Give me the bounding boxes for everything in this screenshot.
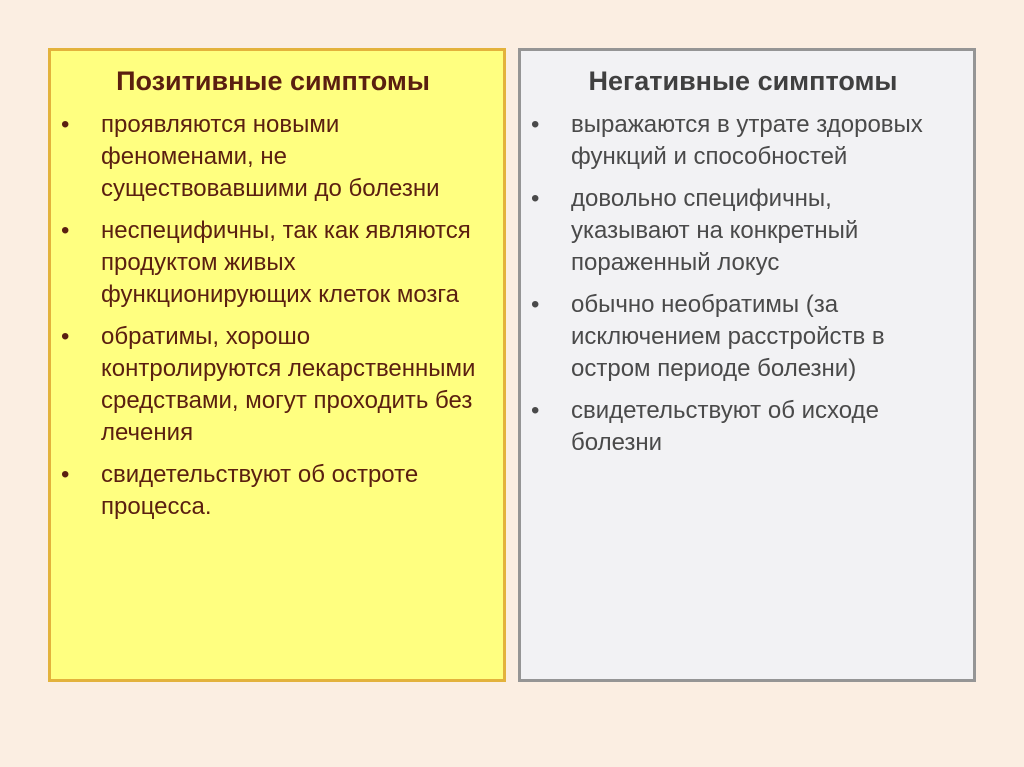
list-item-text: выражаются в утрате здоровых функций и способностей <box>571 111 923 170</box>
list-item <box>531 109 955 173</box>
list-item-text: неспецифичны, так как являются продуктом живых функционирующих клеток мозга <box>101 217 471 308</box>
bullet-icon: • <box>61 111 70 138</box>
list-item-text: свидетельствуют об исходе болезни <box>571 397 879 456</box>
positive-symptoms-list <box>61 109 485 523</box>
list-item-text: свидетельствуют об остроте процесса. <box>101 461 419 520</box>
bullet-icon: • <box>531 291 540 318</box>
list-item <box>531 183 955 279</box>
list-item-text: довольно специфичны, указывают на конкретный пораженный локус <box>571 185 859 276</box>
bullet-icon: • <box>61 461 70 488</box>
negative-symptoms-list <box>531 109 955 459</box>
bullet-icon: • <box>531 185 540 212</box>
positive-symptoms-title: Позитивные симптомы <box>116 66 430 96</box>
list-item <box>61 109 485 205</box>
list-item-text: обратимы, хорошо контролируются лекарственными средствами, могут проходить без лечения <box>101 323 476 446</box>
bullet-icon: • <box>61 323 70 350</box>
list-item <box>61 321 485 449</box>
list-item <box>531 289 955 385</box>
list-item-text: обычно необратимы (за исключением расстройств в остром периоде болезни) <box>571 291 885 382</box>
list-item <box>61 459 485 523</box>
bullet-icon: • <box>531 397 540 424</box>
list-item <box>531 395 955 459</box>
positive-symptoms-panel <box>48 48 506 682</box>
list-item <box>61 215 485 311</box>
negative-symptoms-title: Негативные симптомы <box>588 66 898 96</box>
bullet-icon: • <box>531 111 540 138</box>
negative-symptoms-panel <box>518 48 976 682</box>
bullet-icon: • <box>61 217 70 244</box>
list-item-text: проявляются новыми феноменами, не существовавшими до болезни <box>101 111 440 202</box>
